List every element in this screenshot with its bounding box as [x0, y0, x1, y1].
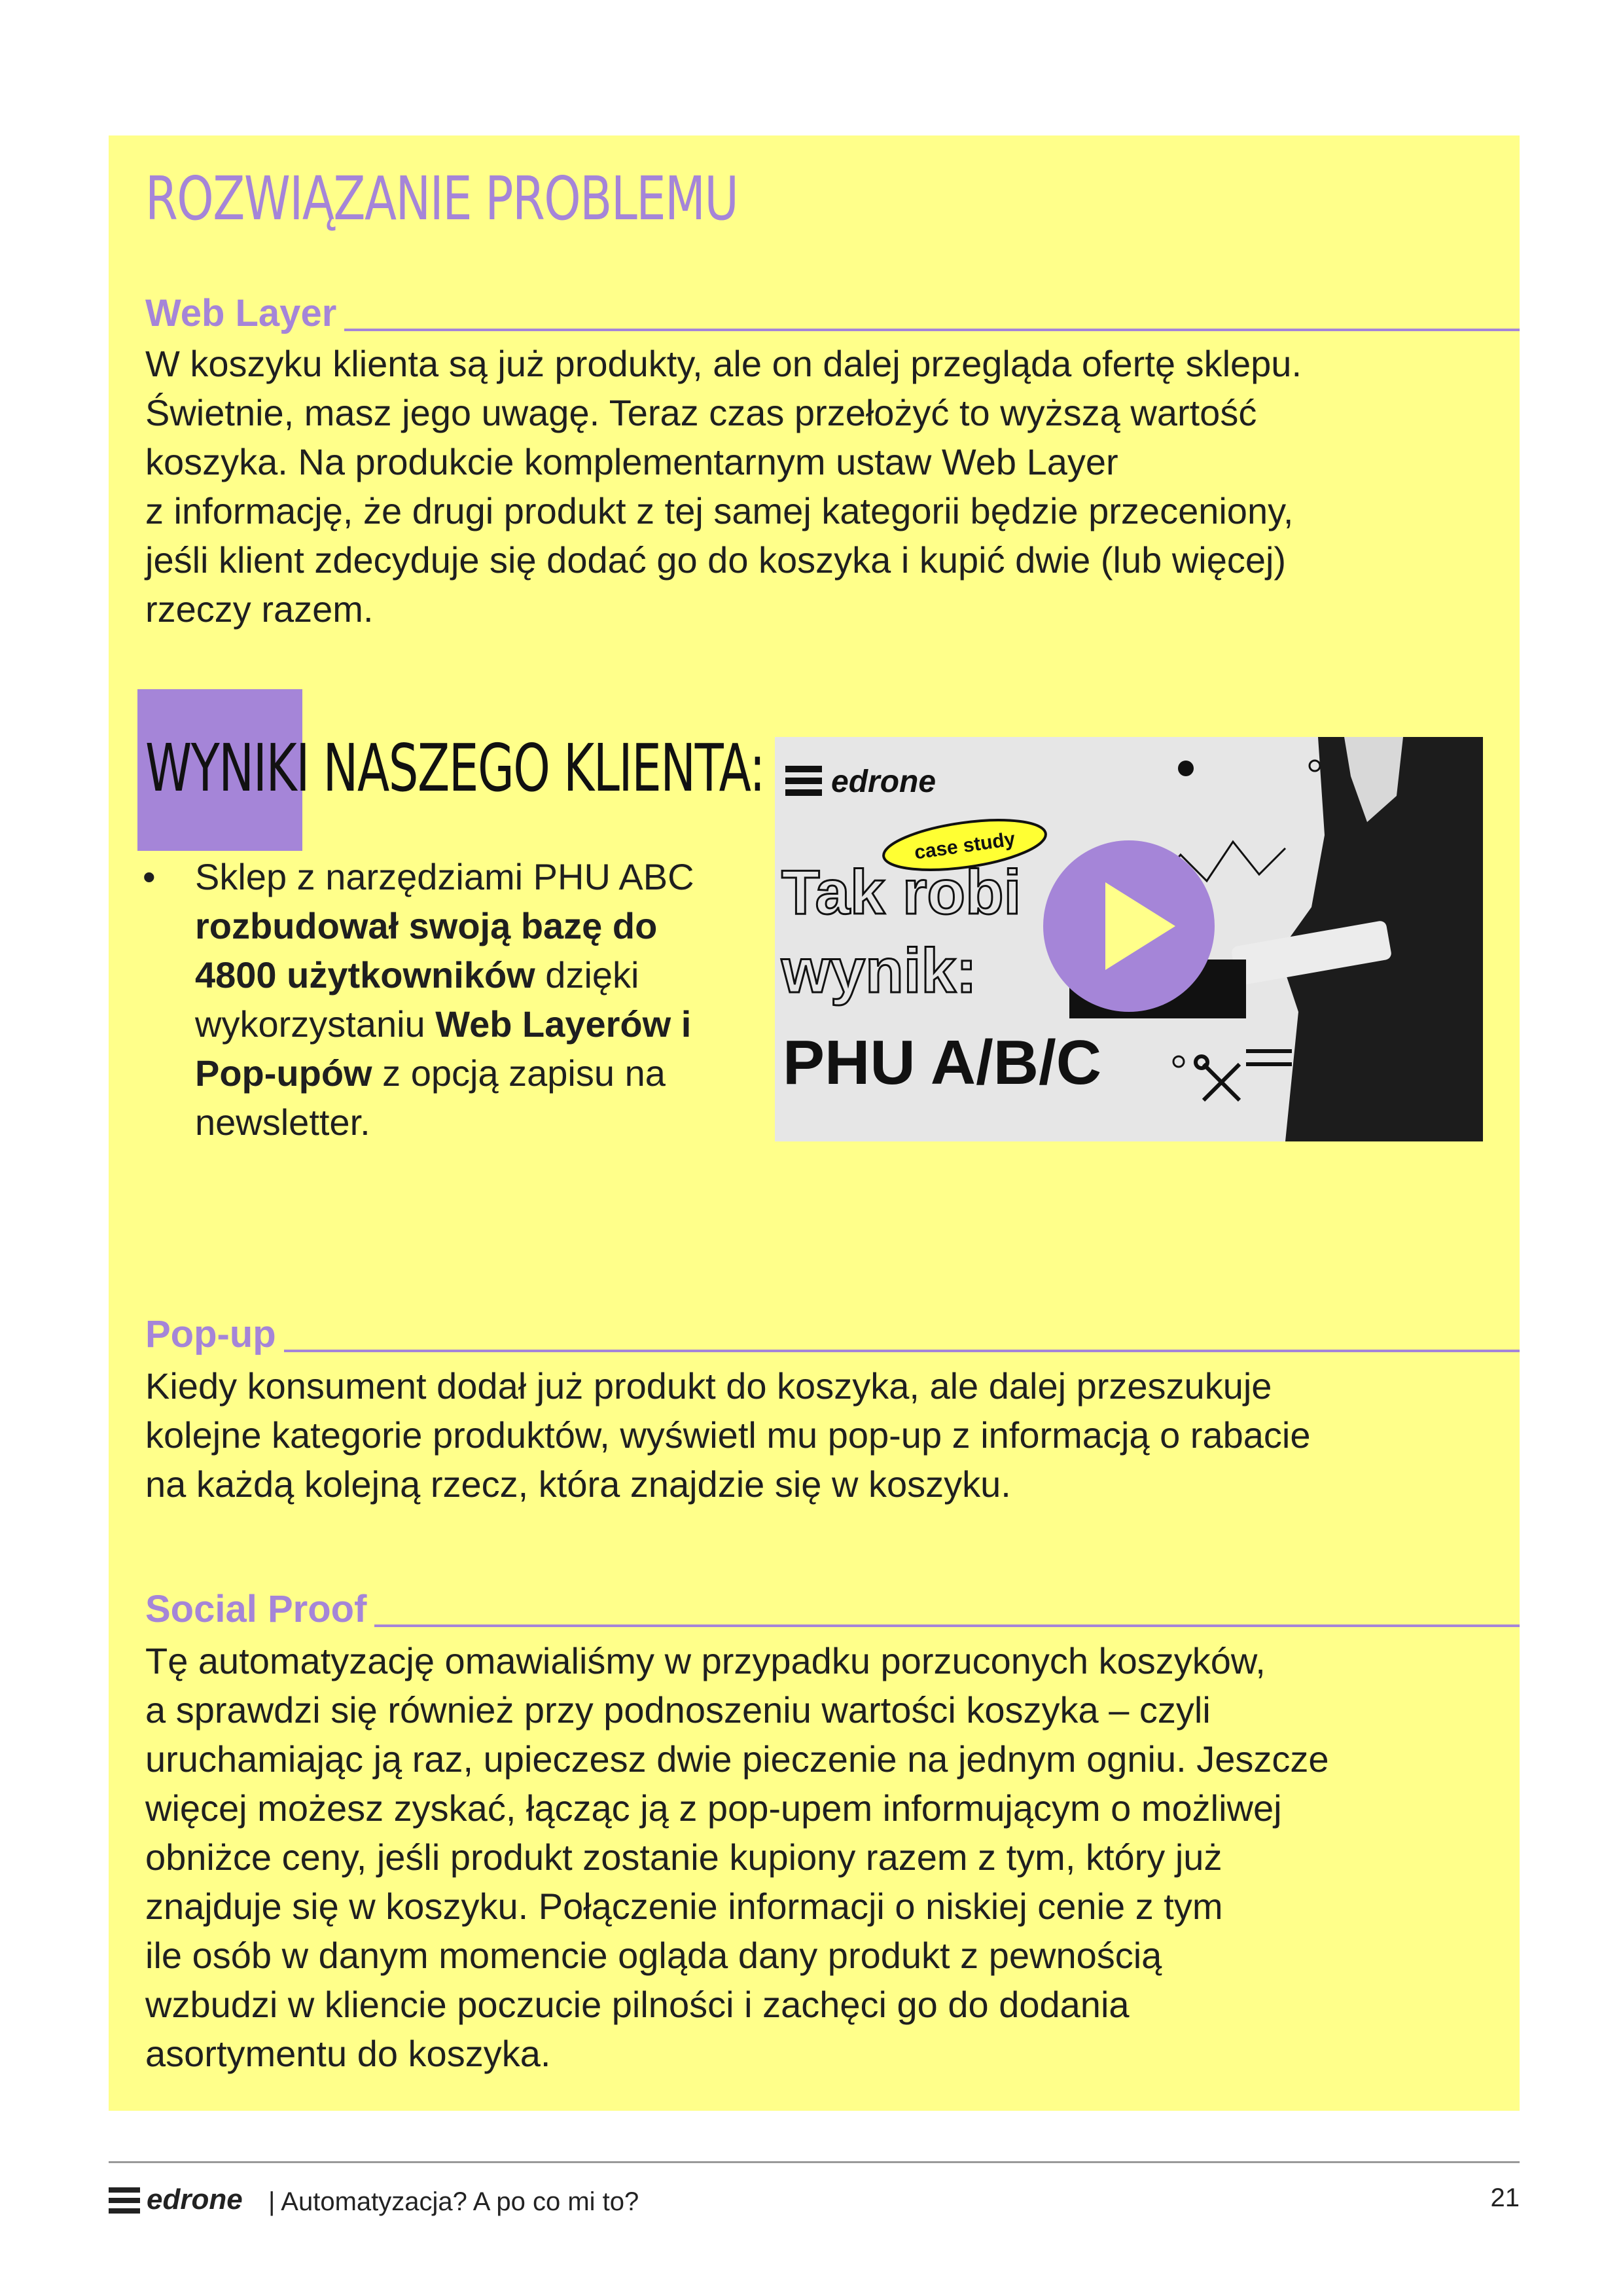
case-study-badge: case study — [913, 828, 1017, 864]
popup-label: Pop-up — [145, 1313, 276, 1355]
video-line-3: PHU A/B/C — [783, 1028, 1102, 1098]
case-study-video[interactable] — [775, 737, 1483, 1141]
popup-header — [145, 1313, 1520, 1355]
video-line-1: Tak robi — [781, 857, 1022, 927]
results-bullet-text — [195, 852, 745, 1147]
page-number: 21 — [1490, 2183, 1520, 2212]
social-proof-text: Tę automatyzację omawialiśmy w przypadku porzuconych koszyków, a sprawdzi się również przy podnoszeniu wartości koszyka – czyli uruchamiając ją raz, upieczesz dwie pieczenie na jednym ogniu. Jeszcze więcej możesz zyskać, łącząc ją z pop-upem informującym o możliwej obniżce ceny, jeśli produkt zostanie kupiony razem z tym, który już znajduje się w koszyku. Połączenie informacji o niskiej cenie z tym ile osób w danym momencie ogląda dany produkt z pewnością wzbudzi w kliencie poczucie pilności i zachęci go do dodania asortymentu do koszyka. — [145, 1640, 1329, 2074]
page-heading: ROZWIĄZANIE PROBLEMU — [145, 164, 738, 234]
edrone-logo-icon — [109, 2186, 143, 2215]
bullet-dot: • — [143, 856, 156, 897]
results-bullet — [143, 852, 745, 1147]
video-brand: edrone — [831, 764, 936, 799]
web-layer-text: W koszyku klienta są już produkty, ale on dalej przegląda ofertę sklepu. Świetnie, masz jego uwagę. Teraz czas przełożyć to wyższą wartość koszyka. Na produkcie komplementarnym ustaw Web Layer z informację, że drugi produkt z tej samej kategorii będzie przeceniony, jeśli klient zdecyduje się dodać go do koszyka i kupić dwie (lub więcej) rzeczy razem. — [145, 343, 1302, 630]
footer-brand: edrone — [147, 2183, 243, 2215]
social-proof-header — [145, 1590, 1520, 1628]
footer-divider — [109, 2161, 1520, 2163]
video-line-2: wynik: — [781, 936, 977, 1006]
bullet-text-run: z opcją zapisu na newsletter. — [195, 1052, 666, 1143]
section-divider — [374, 1624, 1520, 1627]
social-proof-label: Social Proof — [145, 1588, 367, 1630]
web-layer-label: Web Layer — [145, 292, 337, 334]
bullet-bold-text: Web Layerów i Pop-upów — [195, 1003, 692, 1094]
play-button[interactable] — [1043, 840, 1215, 1012]
section-divider — [344, 329, 1520, 331]
bullet-bold-text: rozbudował swoją bazę do 4800 użytkowników — [195, 905, 658, 996]
footer-tagline: | Automatyzacja? A po co mi to? — [268, 2187, 639, 2216]
popup-text: Kiedy konsument dodał już produkt do koszyka, ale dalej przeszukuje kolejne kategorie produktów, wyświetl mu pop-up z informacją o rabacie na każdą kolejną rzecz, która znajdzie się w koszyku. — [145, 1365, 1311, 1505]
web-layer-header — [145, 292, 1520, 334]
bullet-text-run: dzięki wykorzystaniu — [195, 954, 639, 1045]
edrone-logo-icon — [785, 766, 822, 796]
section-divider — [284, 1350, 1520, 1352]
page-footer — [109, 2183, 1520, 2223]
bullet-text-run: Sklep z narzędziami PHU ABC — [195, 856, 694, 897]
results-title: WYNIKI NASZEGO KLIENTA: — [145, 730, 765, 806]
